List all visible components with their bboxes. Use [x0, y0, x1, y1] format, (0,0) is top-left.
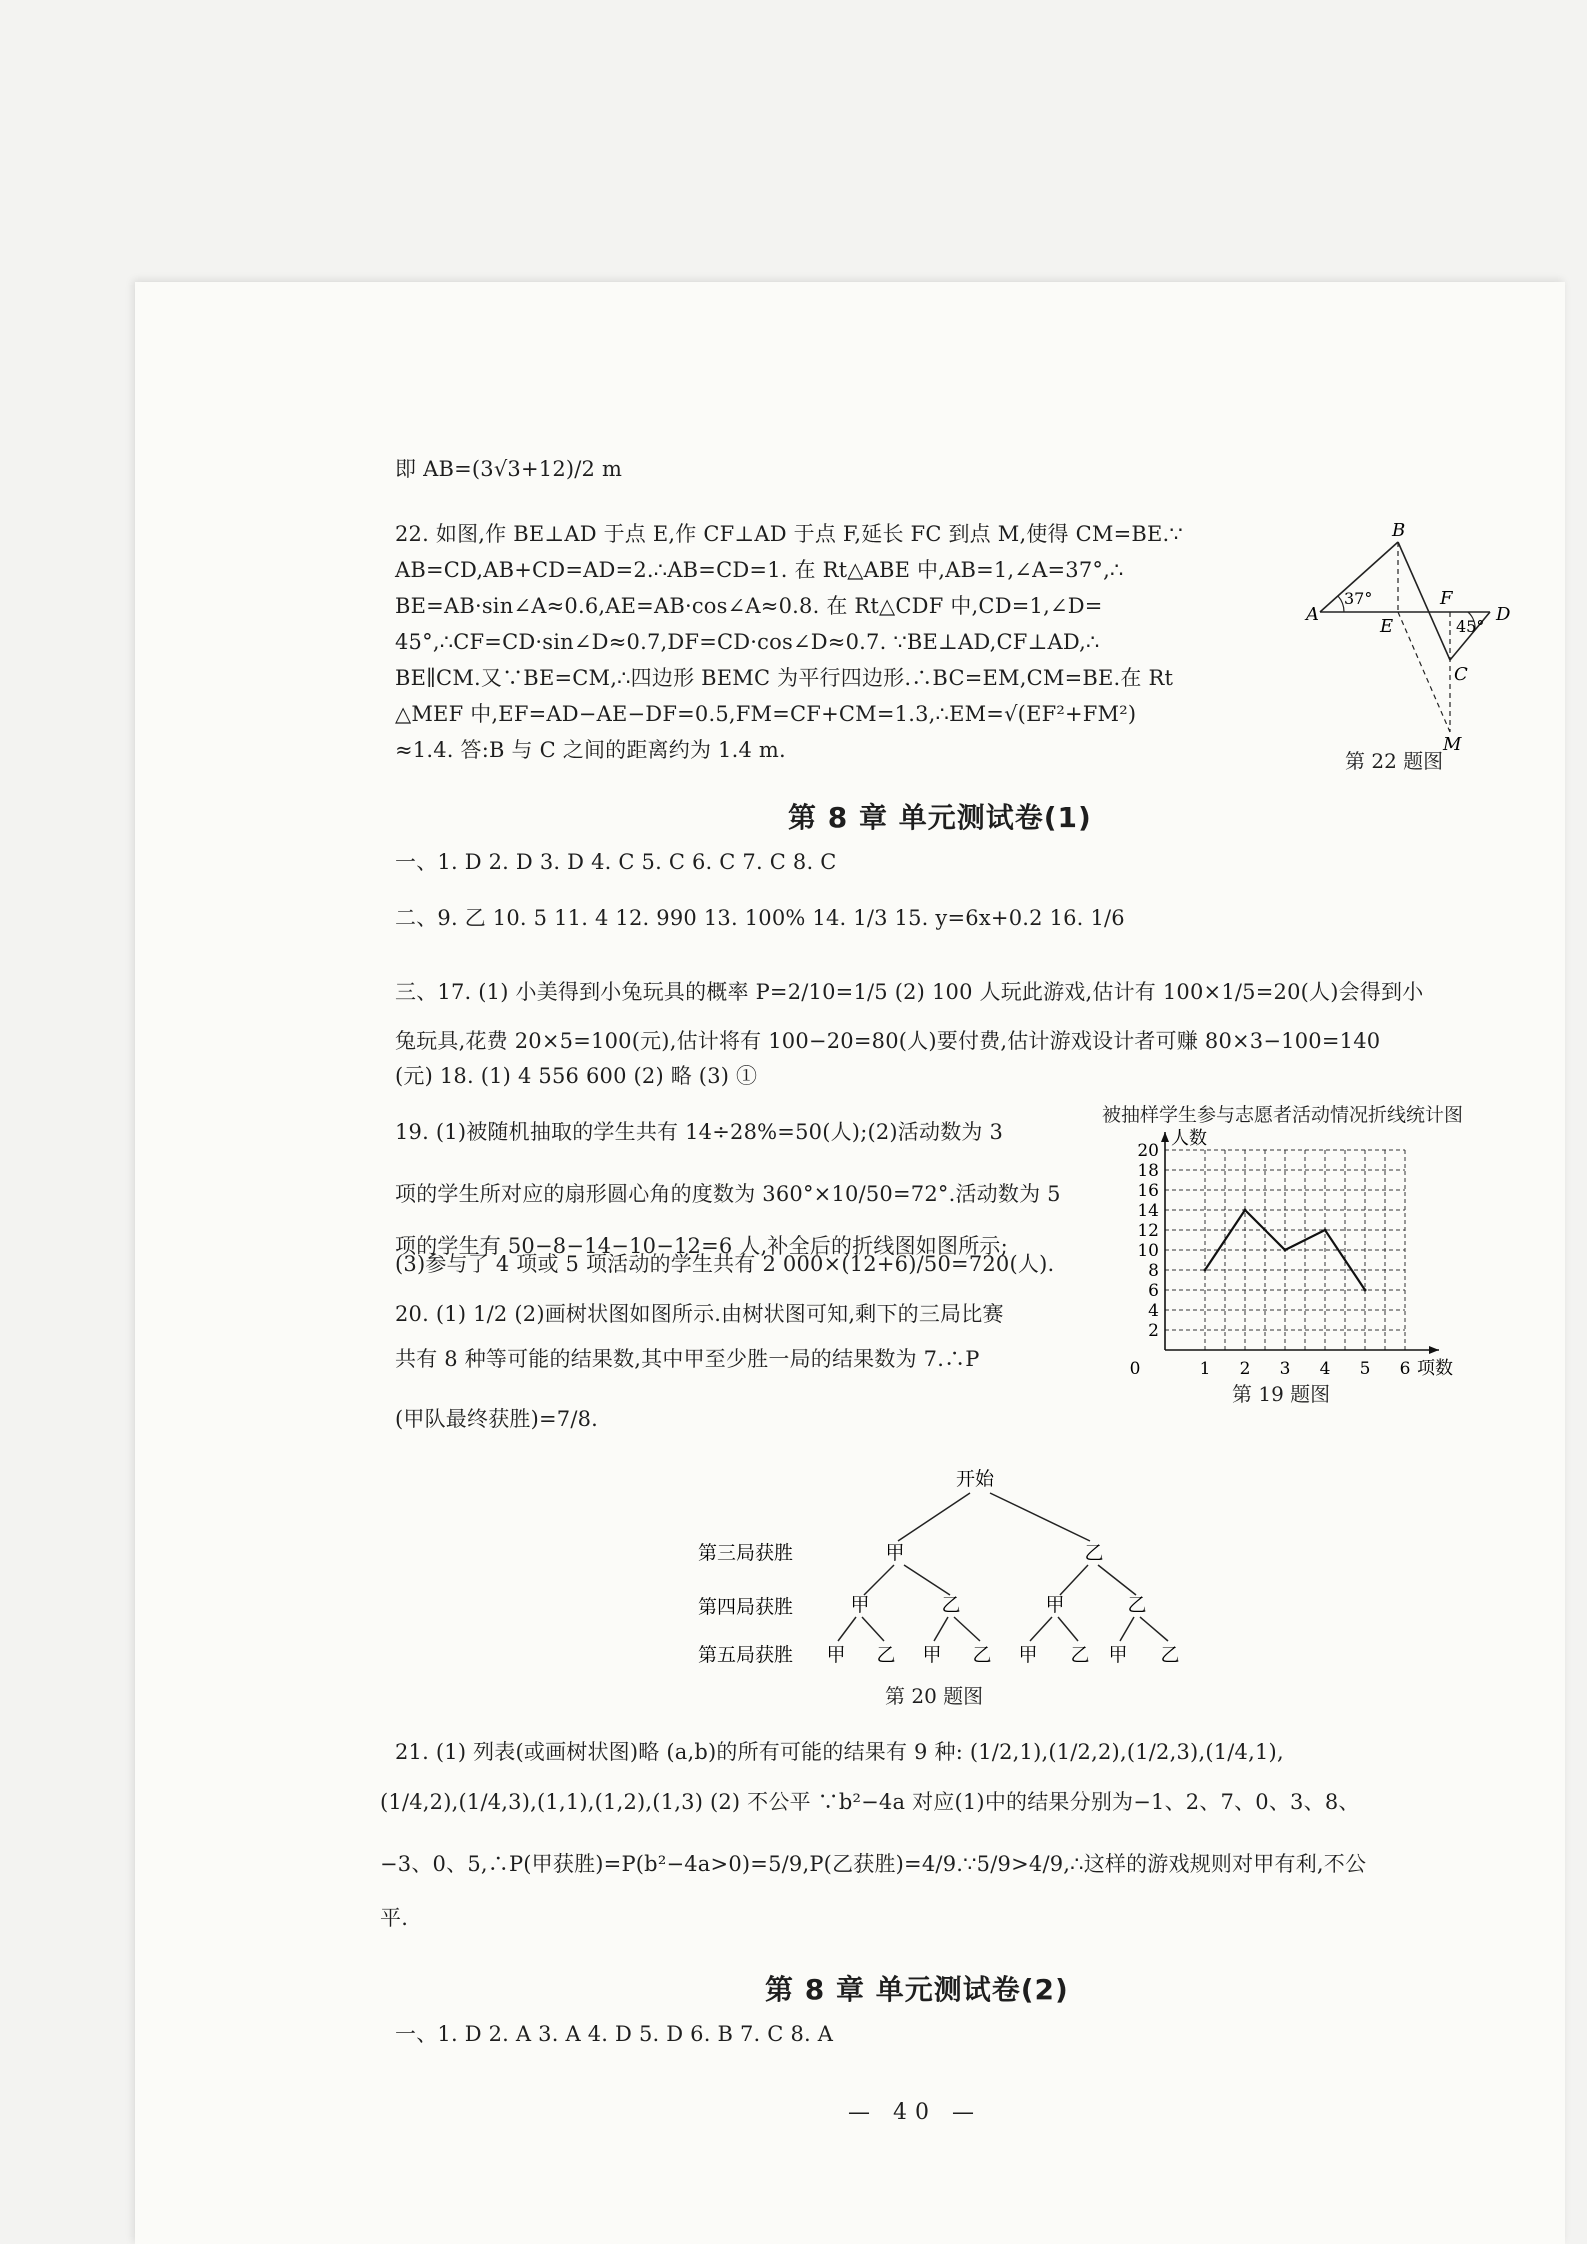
x-tick-label: 0: [1129, 1359, 1141, 1379]
tree-node-l3: 甲: [826, 1644, 846, 1666]
x-tick-label: 1: [1199, 1359, 1211, 1379]
tree-edge: [954, 1617, 980, 1641]
tree-edge: [1120, 1617, 1134, 1641]
q17-line-3: (元) 18. (1) 4 556 600 (2) 略 (3) ①: [395, 1064, 758, 1088]
x-tick-label: 3: [1279, 1359, 1291, 1379]
tree-node-l2: 乙: [1127, 1594, 1147, 1616]
tree-edge: [898, 1493, 970, 1541]
y-tick-label: 14: [1137, 1201, 1159, 1221]
q21-line-1: 21. (1) 列表(或画树状图)略 (a,b)的所有可能的结果有 9 种: (1/2,1),(1/2,2),(1/2,3),(1/4,1),: [395, 1740, 1284, 1764]
tree-node-l3: 乙: [972, 1644, 992, 1666]
q20-line-3: (甲队最终获胜)=7/8.: [395, 1407, 599, 1431]
q22-line-6: △MEF 中,EF=AD−AE−DF=0.5,FM=CF+CM=1.3,∴EM=√(EF²+FM²): [395, 702, 1137, 726]
fig22-label-f: F: [1440, 588, 1453, 609]
tree-node-l3: 乙: [876, 1644, 896, 1666]
tree-row-label-2: 第四局获胜: [698, 1596, 794, 1618]
tree-edge: [904, 1565, 950, 1595]
x-axis-label: 项数: [1417, 1358, 1453, 1379]
q17-line-1: 三、17. (1) 小美得到小兔玩具的概率 P=2/10=1/5 (2) 100 人玩此游戏,估计有 100×1/5=20(人)会得到小: [395, 980, 1424, 1004]
x-tick-label: 2: [1239, 1359, 1251, 1379]
fig22-caption: 第 22 题图: [1345, 749, 1444, 773]
fig22-label-c: C: [1454, 664, 1468, 685]
q22-line-3: BE=AB·sin∠A≈0.6,AE=AB·cos∠A≈0.8. 在 Rt△CDF 中,CD=1,∠D=: [395, 594, 1103, 618]
q20-line-1: 20. (1) 1/2 (2)画树状图如图所示.由树状图可知,剩下的三局比赛: [395, 1302, 1004, 1326]
fig22-angle-45: 45°: [1456, 617, 1485, 636]
tree-node-l3: 乙: [1070, 1644, 1090, 1666]
tree-root: 开始: [955, 1468, 995, 1490]
chart19-title: 被抽样学生参与志愿者活动情况折线统计图: [1102, 1104, 1464, 1126]
tree-edge: [1030, 1617, 1052, 1641]
test1-heading: 第 8 章 单元测试卷(1): [788, 801, 1092, 834]
tree-row-label-1: 第三局获胜: [698, 1542, 794, 1564]
y-axis-label: 人数: [1171, 1128, 1207, 1149]
q22-line-5: BE∥CM.又∵BE=CM,∴四边形 BEMC 为平行四边形.∴BC=EM,CM=BE.在 Rt: [395, 666, 1174, 690]
tree20-diagram: [690, 1455, 1210, 1685]
tree-node-l3: 甲: [1018, 1644, 1038, 1666]
y-tick-label: 4: [1148, 1301, 1159, 1321]
fig22-angle-37: 37°: [1344, 589, 1373, 608]
y-tick-label: 20: [1137, 1141, 1159, 1161]
tree-row-label-3: 第五局获胜: [698, 1644, 794, 1666]
fig22-label-b: B: [1392, 520, 1406, 541]
data-point: [1244, 1209, 1247, 1212]
fig22-diagram: [1300, 520, 1530, 750]
tree-edge: [934, 1617, 948, 1641]
data-point: [1364, 1289, 1367, 1292]
tree-node-l3: 甲: [922, 1644, 942, 1666]
tree-edge: [1098, 1565, 1136, 1595]
tree-edge: [1058, 1617, 1078, 1641]
tree-node-l2: 甲: [1045, 1594, 1065, 1616]
x-tick-label: 4: [1319, 1359, 1331, 1379]
q21-line-3: −3、0、5,∴P(甲获胜)=P(b²−4a>0)=5/9,P(乙获胜)=4/9.∵5/9>4/9,∴这样的游戏规则对甲有利,不公: [380, 1852, 1367, 1876]
q22-line-4: 45°,∴CF=CD·sin∠D≈0.7,DF=CD·cos∠D≈0.7. ∵BE⊥AD,CF⊥AD,∴: [395, 630, 1100, 654]
tree-node-l1: 甲: [885, 1542, 905, 1564]
tree-node-l2: 乙: [941, 1594, 961, 1616]
q19-line-4: (3)参与了 4 项或 5 项活动的学生共有 2 000×(12+6)/50=720(人).: [395, 1252, 1055, 1276]
fig22-label-e: E: [1380, 616, 1394, 637]
fig22-label-d: D: [1496, 604, 1511, 625]
x-axis-arrow: [1429, 1346, 1439, 1354]
chart19-line-chart: [1120, 1128, 1500, 1388]
tree-node-l2: 甲: [850, 1594, 870, 1616]
y-tick-label: 2: [1148, 1321, 1159, 1341]
page-number: — 40 —: [848, 2100, 982, 2125]
test2-part1: 一、1. D 2. A 3. A 4. D 5. D 6. B 7. C 8. A: [395, 2022, 834, 2046]
tree20-caption: 第 20 题图: [885, 1684, 984, 1708]
test2-heading: 第 8 章 单元测试卷(2): [765, 1973, 1069, 2006]
tree-node-l3: 甲: [1108, 1644, 1128, 1666]
q19-line-2: 项的学生所对应的扇形圆心角的度数为 360°×10/50=72°.活动数为 5: [395, 1182, 1061, 1206]
y-tick-label: 12: [1137, 1221, 1159, 1241]
x-tick-label: 6: [1399, 1359, 1411, 1379]
ab-result-line: 即 AB=(3√3+12)/2 m: [395, 457, 623, 481]
test1-part2: 二、9. 乙 10. 5 11. 4 12. 990 13. 100% 14. 1/3 15. y=6x+0.2 16. 1/6: [395, 906, 1125, 930]
tree-edge: [1140, 1617, 1168, 1641]
test1-part1: 一、1. D 2. D 3. D 4. C 5. C 6. C 7. C 8. C: [395, 850, 837, 874]
q21-line-2: (1/4,2),(1/4,3),(1,1),(1,2),(1,3) (2) 不公平 ∵b²−4a 对应(1)中的结果分别为−1、2、7、0、3、8、: [380, 1790, 1360, 1814]
fig22-label-a: A: [1306, 604, 1319, 625]
x-tick-label: 5: [1359, 1359, 1371, 1379]
q22-line-7: ≈1.4. 答:B 与 C 之间的距离约为 1.4 m.: [395, 738, 786, 762]
tree-edge: [838, 1617, 856, 1641]
y-tick-label: 16: [1137, 1181, 1159, 1201]
fig22-label-m: M: [1443, 734, 1462, 750]
tree-edge: [990, 1493, 1090, 1541]
tree-node-l1: 乙: [1084, 1542, 1104, 1564]
y-tick-label: 10: [1137, 1241, 1159, 1261]
q22-line-1: 22. 如图,作 BE⊥AD 于点 E,作 CF⊥AD 于点 F,延长 FC 到点 M,使得 CM=BE.∵: [395, 522, 1183, 546]
y-tick-label: 6: [1148, 1281, 1159, 1301]
tree-edge: [1060, 1565, 1088, 1595]
data-point: [1324, 1229, 1327, 1232]
q20-line-2: 共有 8 种等可能的结果数,其中甲至少胜一局的结果数为 7.∴P: [395, 1347, 980, 1371]
tree-edge: [864, 1565, 894, 1595]
q19-line-3: 项的学生有 50−8−14−10−12=6 人,补全后的折线图如图所示;: [395, 1234, 1008, 1258]
chart19-caption: 第 19 题图: [1232, 1382, 1331, 1406]
tree-node-l3: 乙: [1160, 1644, 1180, 1666]
data-point: [1284, 1249, 1287, 1252]
fig22-line-em: [1398, 612, 1450, 732]
data-point: [1204, 1269, 1207, 1272]
q17-line-2: 兔玩具,花费 20×5=100(元),估计将有 100−20=80(人)要付费,估计游戏设计者可赚 80×3−100=140: [395, 1029, 1381, 1053]
q21-line-4: 平.: [380, 1906, 409, 1930]
q22-line-2: AB=CD,AB+CD=AD=2.∴AB=CD=1. 在 Rt△ABE 中,AB=1,∠A=37°,∴: [395, 558, 1124, 582]
q19-line-1: 19. (1)被随机抽取的学生共有 14÷28%=50(人);(2)活动数为 3: [395, 1120, 1004, 1144]
y-tick-label: 18: [1137, 1161, 1159, 1181]
y-axis-arrow: [1161, 1132, 1169, 1142]
tree-edge: [862, 1617, 884, 1641]
y-tick-label: 8: [1148, 1261, 1159, 1281]
